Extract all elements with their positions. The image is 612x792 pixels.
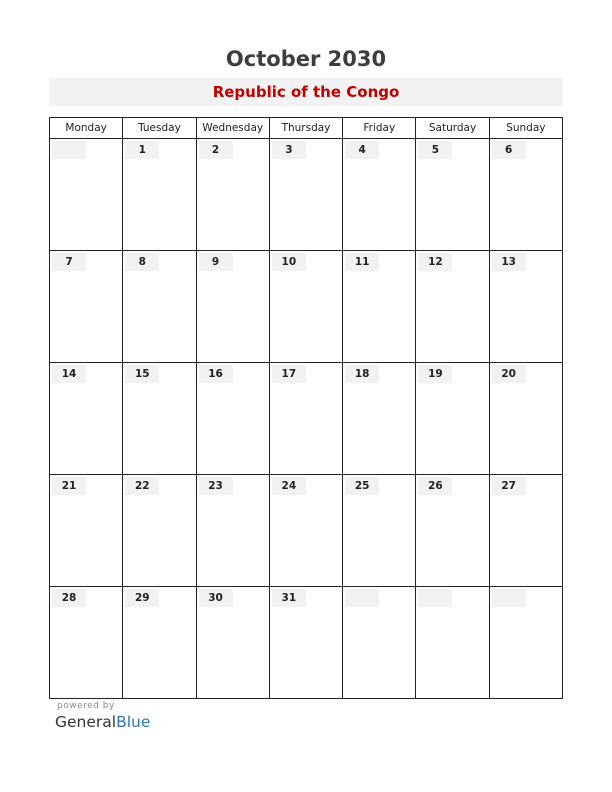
day-cell — [269, 251, 342, 363]
day-cell — [343, 587, 416, 699]
generalblue-logo[interactable] — [55, 713, 150, 731]
day-number: 7 — [52, 253, 86, 271]
day-cell — [50, 587, 123, 699]
day-cell — [123, 251, 196, 363]
day-cell — [343, 363, 416, 475]
day-number: 22 — [125, 477, 159, 495]
day-number: 24 — [272, 477, 306, 495]
day-number — [492, 589, 526, 607]
day-number: 25 — [345, 477, 379, 495]
day-cell — [416, 139, 489, 251]
day-number: 27 — [492, 477, 526, 495]
day-cell — [123, 587, 196, 699]
weekday-header-row — [50, 118, 563, 139]
day-number: 3 — [272, 141, 306, 159]
day-cell — [196, 251, 269, 363]
day-number: 28 — [52, 589, 86, 607]
day-cell — [50, 475, 123, 587]
day-cell — [416, 587, 489, 699]
day-number: 6 — [492, 141, 526, 159]
day-number: 1 — [125, 141, 159, 159]
day-number: 4 — [345, 141, 379, 159]
day-cell — [343, 139, 416, 251]
day-number: 10 — [272, 253, 306, 271]
day-cell — [269, 139, 342, 251]
week-row — [50, 475, 563, 587]
weekday-header: Sunday — [489, 118, 562, 139]
week-row — [50, 363, 563, 475]
day-cell — [50, 363, 123, 475]
week-row — [50, 139, 563, 251]
day-number: 21 — [52, 477, 86, 495]
day-cell — [489, 475, 562, 587]
day-number: 26 — [418, 477, 452, 495]
country-name: Republic of the Congo — [212, 83, 400, 101]
day-number: 17 — [272, 365, 306, 383]
day-number: 8 — [125, 253, 159, 271]
day-cell — [489, 587, 562, 699]
day-number: 31 — [272, 589, 306, 607]
day-cell — [50, 251, 123, 363]
day-number — [418, 589, 452, 607]
day-cell — [343, 475, 416, 587]
day-cell — [416, 251, 489, 363]
day-cell — [416, 363, 489, 475]
day-number: 16 — [199, 365, 233, 383]
day-number: 19 — [418, 365, 452, 383]
day-cell — [416, 475, 489, 587]
day-number: 11 — [345, 253, 379, 271]
weekday-header: Wednesday — [196, 118, 269, 139]
weekday-header: Thursday — [269, 118, 342, 139]
day-number: 2 — [199, 141, 233, 159]
day-number: 15 — [125, 365, 159, 383]
day-cell — [489, 363, 562, 475]
day-number: 5 — [418, 141, 452, 159]
powered-by-label: powered by — [57, 701, 115, 711]
day-number: 18 — [345, 365, 379, 383]
day-number: 13 — [492, 253, 526, 271]
day-cell — [343, 251, 416, 363]
day-cell — [269, 475, 342, 587]
day-number: 30 — [199, 589, 233, 607]
weekday-header: Monday — [50, 118, 123, 139]
brand-general-text: General — [55, 713, 117, 731]
day-number — [345, 589, 379, 607]
day-number: 14 — [52, 365, 86, 383]
calendar-grid — [49, 117, 563, 699]
country-banner — [49, 78, 563, 106]
day-number — [52, 141, 86, 159]
day-cell — [196, 363, 269, 475]
day-cell — [196, 587, 269, 699]
day-number: 12 — [418, 253, 452, 271]
weekday-header: Tuesday — [123, 118, 196, 139]
day-cell — [196, 475, 269, 587]
calendar-title: October 2030 — [225, 47, 387, 71]
brand-blue-text: Blue — [116, 713, 151, 731]
day-cell — [50, 139, 123, 251]
day-number: 29 — [125, 589, 159, 607]
weekday-header: Saturday — [416, 118, 489, 139]
day-number: 23 — [199, 477, 233, 495]
day-cell — [123, 139, 196, 251]
day-cell — [269, 363, 342, 475]
week-row — [50, 251, 563, 363]
day-number: 9 — [199, 253, 233, 271]
day-cell — [269, 587, 342, 699]
day-cell — [123, 363, 196, 475]
day-number: 20 — [492, 365, 526, 383]
day-cell — [196, 139, 269, 251]
day-cell — [123, 475, 196, 587]
day-cell — [489, 251, 562, 363]
weekday-header: Friday — [343, 118, 416, 139]
week-row — [50, 587, 563, 699]
day-cell — [489, 139, 562, 251]
